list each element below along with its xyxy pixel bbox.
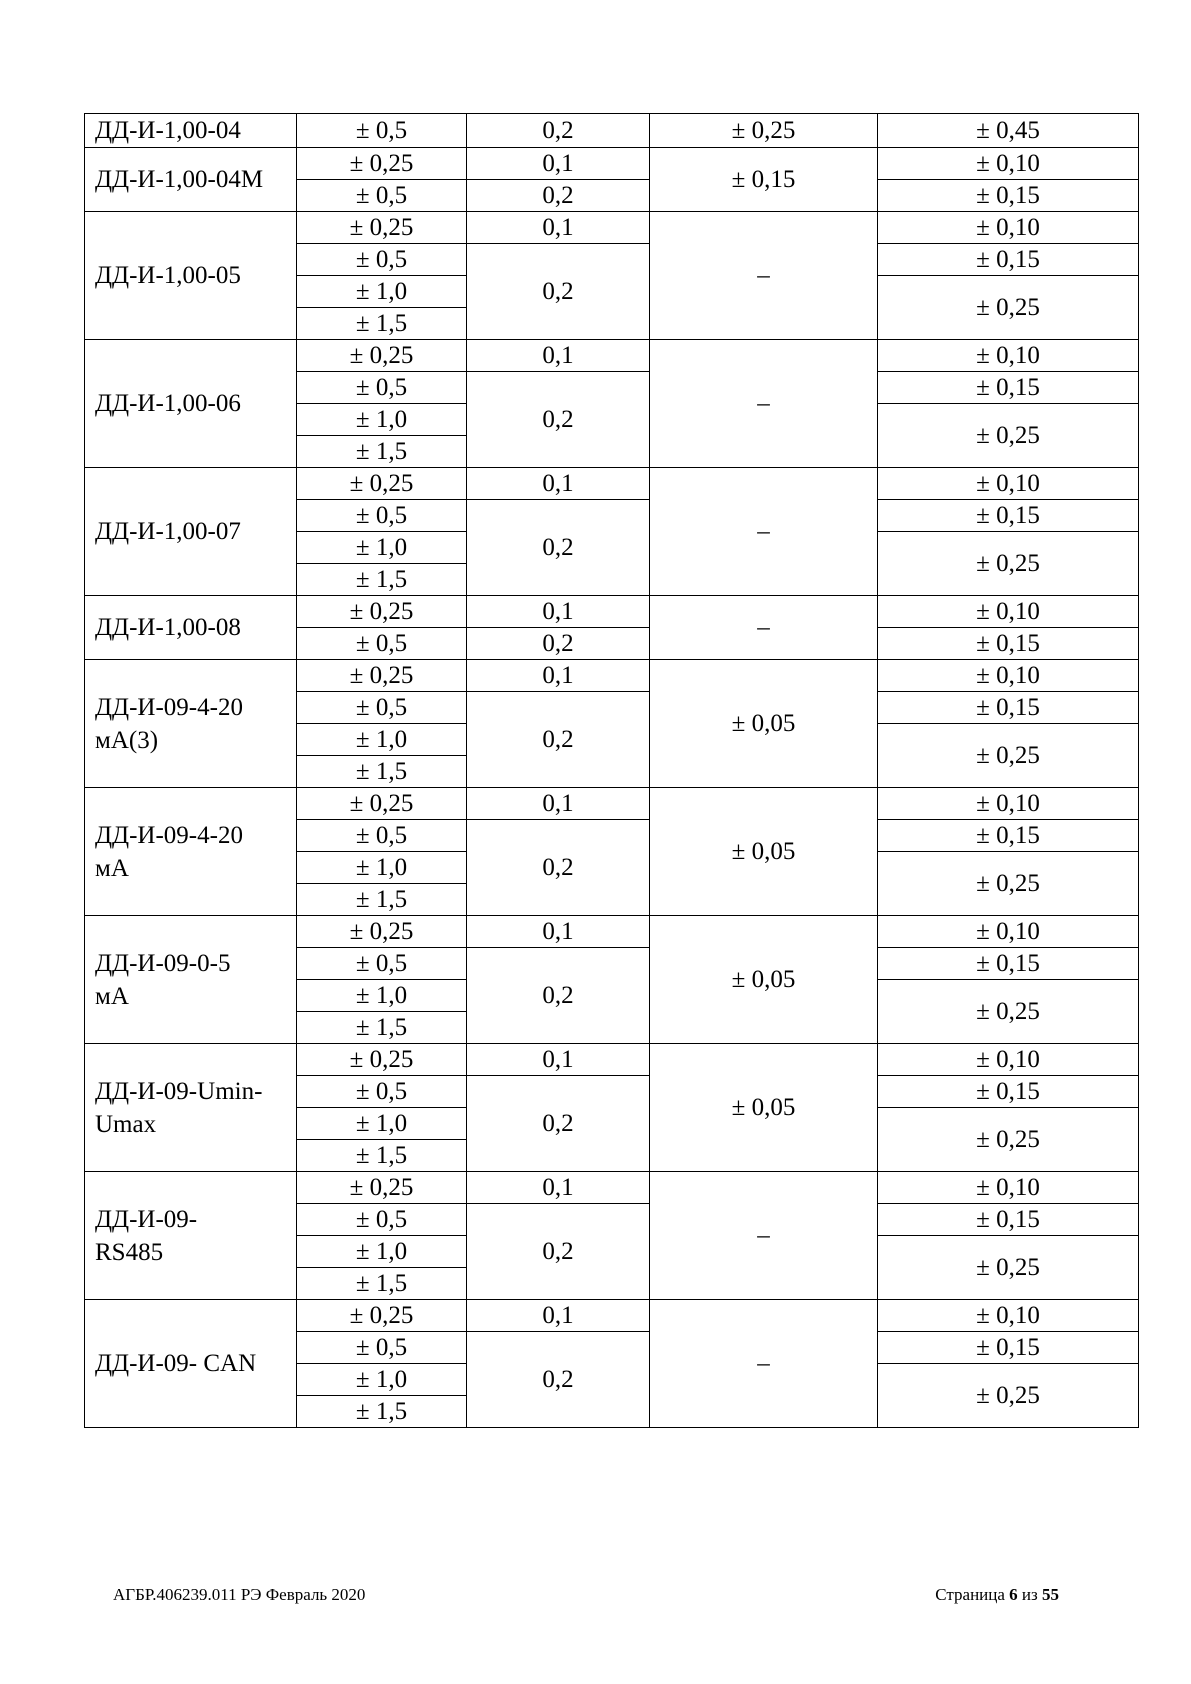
class-cell: 0,1: [467, 1044, 650, 1076]
range-cell: ± 0,25: [297, 1172, 467, 1204]
model-cell: ДД-И-09-0-5 мА: [85, 916, 297, 1044]
class-cell: 0,1: [467, 788, 650, 820]
table-row: [85, 340, 1139, 372]
range-cell: ± 0,25: [297, 1300, 467, 1332]
range-cell: ± 0,5: [297, 1076, 467, 1108]
total-error-cell: ± 0,45: [878, 114, 1139, 148]
total-error-cell: ± 0,10: [878, 212, 1139, 244]
footer-page-word: Страница: [935, 1585, 1005, 1604]
table-row: [85, 148, 1139, 180]
table-row: [85, 1300, 1139, 1332]
class-cell: 0,1: [467, 660, 650, 692]
range-cell: ± 0,25: [297, 788, 467, 820]
total-error-cell: ± 0,15: [878, 244, 1139, 276]
range-cell: ± 1,5: [297, 1012, 467, 1044]
range-cell: ± 0,5: [297, 692, 467, 724]
total-error-cell: ± 0,15: [878, 1332, 1139, 1364]
range-cell: ± 0,25: [297, 340, 467, 372]
total-error-cell: ± 0,15: [878, 180, 1139, 212]
footer-page-number: [935, 1585, 1059, 1605]
table-row: [85, 916, 1139, 948]
extra-error-cell: –: [650, 212, 878, 340]
range-cell: ± 0,25: [297, 148, 467, 180]
table-row: [85, 1172, 1139, 1204]
range-cell: ± 1,0: [297, 276, 467, 308]
range-cell: ± 0,5: [297, 1204, 467, 1236]
total-error-cell: ± 0,10: [878, 1044, 1139, 1076]
footer-page-current: 6: [1009, 1585, 1018, 1604]
class-cell: 0,2: [467, 1332, 650, 1428]
model-cell: ДД-И-1,00-04: [85, 114, 297, 148]
range-cell: ± 0,5: [297, 1332, 467, 1364]
total-error-cell: ± 0,10: [878, 1300, 1139, 1332]
model-cell: ДД-И-1,00-04М: [85, 148, 297, 212]
total-error-cell: ± 0,15: [878, 1076, 1139, 1108]
extra-error-cell: ± 0,05: [650, 1044, 878, 1172]
range-cell: ± 0,5: [297, 628, 467, 660]
total-error-cell: ± 0,10: [878, 660, 1139, 692]
total-error-cell: ± 0,10: [878, 916, 1139, 948]
range-cell: ± 1,5: [297, 436, 467, 468]
extra-error-cell: –: [650, 468, 878, 596]
range-cell: ± 0,5: [297, 820, 467, 852]
range-cell: ± 1,0: [297, 724, 467, 756]
extra-error-cell: –: [650, 1300, 878, 1428]
total-error-cell: ± 0,10: [878, 148, 1139, 180]
range-cell: ± 0,5: [297, 244, 467, 276]
total-error-cell: ± 0,10: [878, 1172, 1139, 1204]
model-cell: ДД-И-1,00-06: [85, 340, 297, 468]
total-error-cell: ± 0,25: [878, 532, 1139, 596]
total-error-cell: ± 0,25: [878, 1236, 1139, 1300]
class-cell: 0,1: [467, 916, 650, 948]
range-cell: ± 1,5: [297, 884, 467, 916]
total-error-cell: ± 0,10: [878, 788, 1139, 820]
class-cell: 0,1: [467, 1172, 650, 1204]
total-error-cell: ± 0,15: [878, 372, 1139, 404]
total-error-cell: ± 0,15: [878, 820, 1139, 852]
extra-error-cell: ± 0,15: [650, 148, 878, 212]
class-cell: 0,1: [467, 596, 650, 628]
extra-error-cell: –: [650, 596, 878, 660]
class-cell: 0,1: [467, 1300, 650, 1332]
total-error-cell: ± 0,15: [878, 1204, 1139, 1236]
range-cell: ± 1,5: [297, 1396, 467, 1428]
total-error-cell: ± 0,15: [878, 628, 1139, 660]
range-cell: ± 0,25: [297, 660, 467, 692]
total-error-cell: ± 0,15: [878, 692, 1139, 724]
range-cell: ± 1,0: [297, 1236, 467, 1268]
class-cell: 0,1: [467, 468, 650, 500]
class-cell: 0,2: [467, 820, 650, 916]
total-error-cell: ± 0,25: [878, 404, 1139, 468]
specification-table: [84, 113, 1139, 1428]
model-cell: ДД-И-09-4-20 мА: [85, 788, 297, 916]
class-cell: 0,2: [467, 948, 650, 1044]
range-cell: ± 0,25: [297, 212, 467, 244]
class-cell: 0,2: [467, 180, 650, 212]
table-row: [85, 596, 1139, 628]
table-row: [85, 660, 1139, 692]
range-cell: ± 1,0: [297, 1108, 467, 1140]
model-cell: ДД-И-09- CAN: [85, 1300, 297, 1428]
total-error-cell: ± 0,25: [878, 1364, 1139, 1428]
extra-error-cell: ± 0,05: [650, 788, 878, 916]
range-cell: ± 1,0: [297, 404, 467, 436]
specification-table-body: [85, 114, 1139, 1428]
table-row: [85, 212, 1139, 244]
extra-error-cell: ± 0,25: [650, 114, 878, 148]
range-cell: ± 1,5: [297, 308, 467, 340]
total-error-cell: ± 0,25: [878, 276, 1139, 340]
model-cell: ДД-И-09-Umin- Umax: [85, 1044, 297, 1172]
range-cell: ± 0,25: [297, 596, 467, 628]
range-cell: ± 1,5: [297, 1268, 467, 1300]
model-cell: ДД-И-1,00-05: [85, 212, 297, 340]
model-cell: ДД-И-09-4-20 мА(3): [85, 660, 297, 788]
model-cell: ДД-И-1,00-08: [85, 596, 297, 660]
table-row: [85, 1044, 1139, 1076]
table-row: [85, 468, 1139, 500]
footer-page-total: 55: [1042, 1585, 1059, 1604]
class-cell: 0,2: [467, 692, 650, 788]
range-cell: ± 1,5: [297, 564, 467, 596]
range-cell: ± 0,25: [297, 916, 467, 948]
footer-document-reference: АГБР.406239.011 РЭ Февраль 2020: [113, 1585, 366, 1604]
class-cell: 0,2: [467, 500, 650, 596]
class-cell: 0,2: [467, 244, 650, 340]
total-error-cell: ± 0,25: [878, 980, 1139, 1044]
range-cell: ± 1,0: [297, 852, 467, 884]
table-row: [85, 114, 1139, 148]
class-cell: 0,2: [467, 1076, 650, 1172]
range-cell: ± 0,5: [297, 372, 467, 404]
range-cell: ± 1,0: [297, 1364, 467, 1396]
range-cell: ± 0,25: [297, 468, 467, 500]
model-cell: ДД-И-09- RS485: [85, 1172, 297, 1300]
extra-error-cell: –: [650, 1172, 878, 1300]
total-error-cell: ± 0,10: [878, 468, 1139, 500]
range-cell: ± 0,25: [297, 1044, 467, 1076]
total-error-cell: ± 0,15: [878, 948, 1139, 980]
class-cell: 0,1: [467, 340, 650, 372]
model-cell: ДД-И-1,00-07: [85, 468, 297, 596]
extra-error-cell: ± 0,05: [650, 916, 878, 1044]
class-cell: 0,1: [467, 212, 650, 244]
total-error-cell: ± 0,15: [878, 500, 1139, 532]
class-cell: 0,2: [467, 372, 650, 468]
total-error-cell: ± 0,10: [878, 596, 1139, 628]
range-cell: ± 0,5: [297, 180, 467, 212]
range-cell: ± 1,5: [297, 1140, 467, 1172]
class-cell: 0,1: [467, 148, 650, 180]
total-error-cell: ± 0,10: [878, 340, 1139, 372]
extra-error-cell: ± 0,05: [650, 660, 878, 788]
class-cell: 0,2: [467, 1204, 650, 1300]
range-cell: ± 1,0: [297, 532, 467, 564]
total-error-cell: ± 0,25: [878, 852, 1139, 916]
range-cell: ± 0,5: [297, 114, 467, 148]
total-error-cell: ± 0,25: [878, 1108, 1139, 1172]
range-cell: ± 0,5: [297, 500, 467, 532]
range-cell: ± 1,0: [297, 980, 467, 1012]
range-cell: ± 0,5: [297, 948, 467, 980]
class-cell: 0,2: [467, 628, 650, 660]
extra-error-cell: –: [650, 340, 878, 468]
range-cell: ± 1,5: [297, 756, 467, 788]
footer-page-of: из: [1021, 1585, 1038, 1604]
table-row: [85, 788, 1139, 820]
class-cell: 0,2: [467, 114, 650, 148]
total-error-cell: ± 0,25: [878, 724, 1139, 788]
